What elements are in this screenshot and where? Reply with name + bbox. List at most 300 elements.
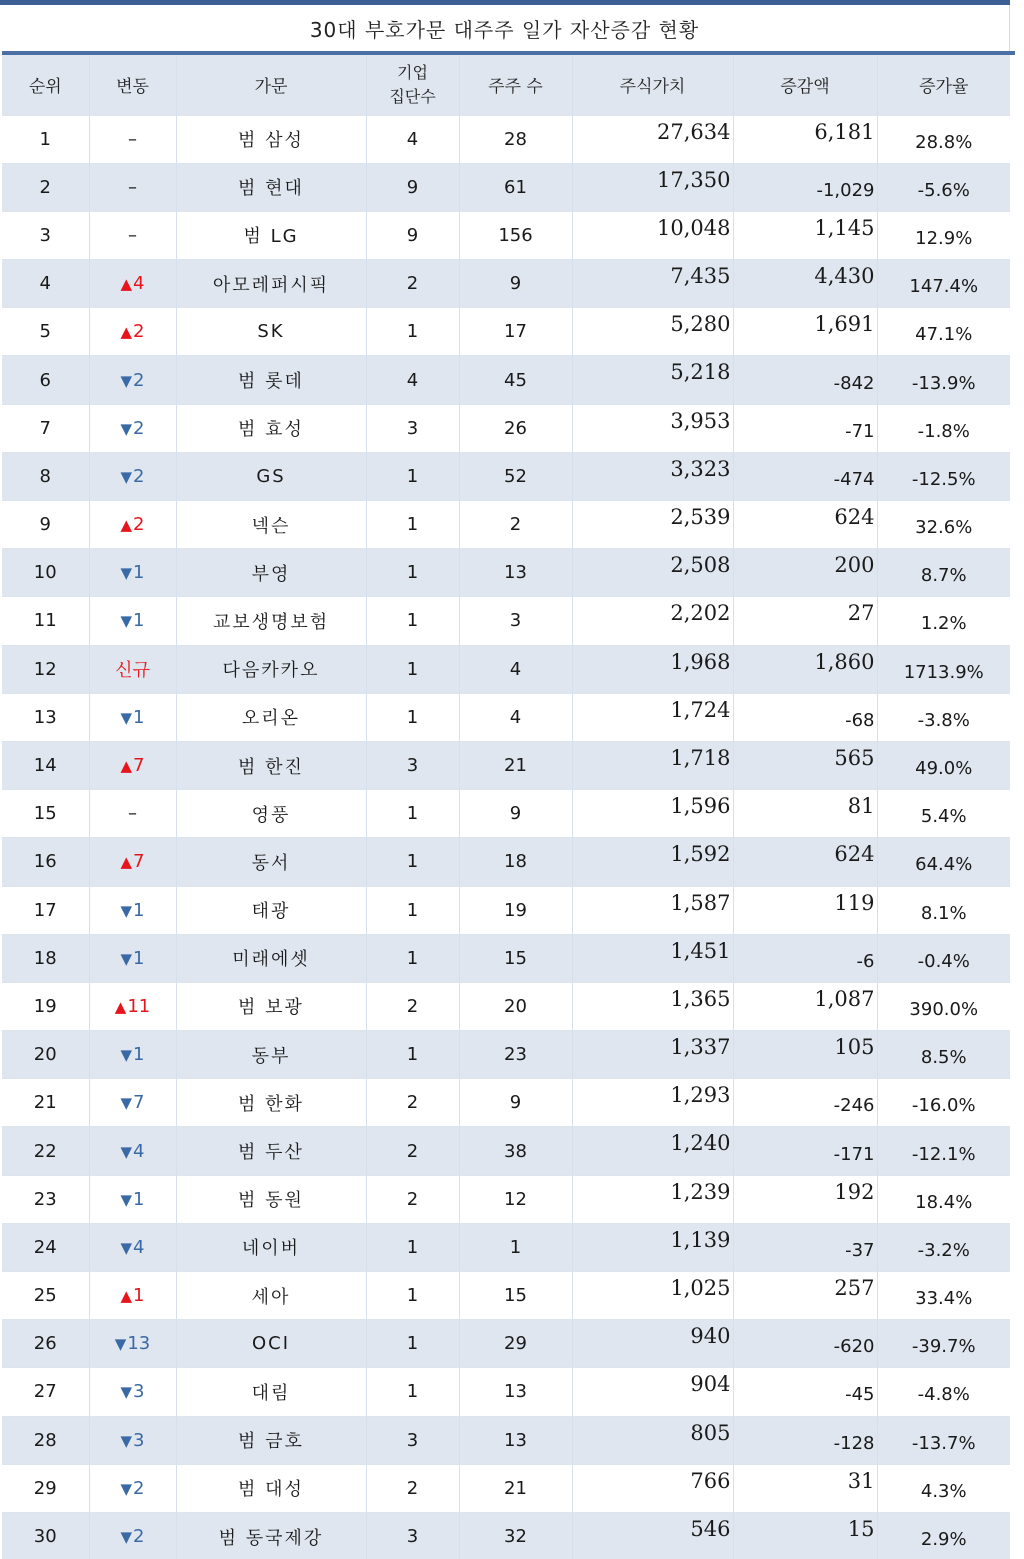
cell-groups: 3 [366, 1512, 459, 1559]
cell-groups: 2 [366, 1175, 459, 1223]
cell-rank: 6 [2, 356, 89, 404]
cell-holders: 45 [459, 356, 572, 404]
cell-rate: -3.2% [877, 1223, 1010, 1271]
table-row [2, 1127, 1010, 1175]
table-row [2, 982, 1010, 1030]
triangle-up-icon: ▲ [120, 853, 133, 872]
cell-rank: 14 [2, 741, 89, 789]
cell-delta: 624 [733, 838, 877, 886]
triangle-down-icon: ▼ [120, 1528, 133, 1547]
cell-family: 범 롯데 [176, 356, 366, 404]
cell-delta: 1,860 [733, 645, 877, 693]
cell-change [89, 404, 176, 452]
cell-groups: 1 [366, 886, 459, 934]
header-holders: 주주 수 [459, 55, 572, 115]
cell-holders: 38 [459, 1127, 572, 1175]
cell-family: 범 보광 [176, 982, 366, 1030]
table-row [2, 1223, 1010, 1271]
triangle-up-icon: ▲ [120, 323, 133, 342]
cell-stock-value: 1,337 [572, 1031, 733, 1079]
rank-change [121, 370, 145, 391]
no-change-dash: – [128, 176, 137, 198]
cell-holders: 29 [459, 1320, 572, 1368]
cell-rate: -0.4% [877, 934, 1010, 982]
cell-groups: 1 [366, 1320, 459, 1368]
cell-rank: 27 [2, 1368, 89, 1416]
cell-rate: -12.1% [877, 1127, 1010, 1175]
triangle-down-icon: ▼ [120, 901, 133, 920]
new-entry-badge: 신규 [115, 660, 150, 682]
cell-delta: -68 [733, 693, 877, 741]
cell-holders: 23 [459, 1031, 572, 1079]
cell-rate: -5.6% [877, 163, 1010, 211]
cell-rate: -12.5% [877, 452, 1010, 500]
rank-change-value: 1 [133, 610, 145, 632]
cell-rank: 25 [2, 1272, 89, 1320]
cell-change [89, 1368, 176, 1416]
rank-change [121, 321, 145, 342]
cell-groups: 2 [366, 982, 459, 1030]
cell-groups: 1 [366, 1031, 459, 1079]
cell-holders: 4 [459, 645, 572, 693]
cell-rank: 26 [2, 1320, 89, 1368]
cell-groups: 9 [366, 163, 459, 211]
cell-rank: 9 [2, 501, 89, 549]
cell-family: 네이버 [176, 1223, 366, 1271]
cell-family: 세아 [176, 1272, 366, 1320]
header-stock-value: 주식가치 [572, 55, 733, 115]
cell-delta: 15 [733, 1512, 877, 1559]
rank-change-value: 7 [133, 851, 145, 873]
cell-stock-value: 1,240 [572, 1127, 733, 1175]
cell-stock-value: 904 [572, 1368, 733, 1416]
rank-change-value: 2 [133, 321, 145, 343]
rank-change-value: 2 [133, 417, 145, 439]
triangle-down-icon: ▼ [120, 1479, 133, 1498]
rank-change [121, 1092, 145, 1113]
table-row [2, 645, 1010, 693]
cell-rank: 15 [2, 790, 89, 838]
cell-change [89, 1127, 176, 1175]
cell-stock-value: 940 [572, 1320, 733, 1368]
rank-change [121, 851, 145, 872]
rank-change [115, 1333, 150, 1354]
cell-rank: 10 [2, 549, 89, 597]
cell-delta: -474 [733, 452, 877, 500]
cell-family: GS [176, 452, 366, 500]
cell-change [89, 1464, 176, 1512]
cell-delta: -842 [733, 356, 877, 404]
cell-holders: 1 [459, 1223, 572, 1271]
cell-family: 범 두산 [176, 1127, 366, 1175]
rank-change [121, 1430, 145, 1451]
cell-change [89, 1512, 176, 1559]
cell-rate: 49.0% [877, 741, 1010, 789]
cell-family: 부영 [176, 549, 366, 597]
cell-delta: 1,145 [733, 211, 877, 259]
cell-stock-value: 7,435 [572, 260, 733, 308]
triangle-down-icon: ▼ [120, 1238, 133, 1257]
table-row [2, 452, 1010, 500]
no-change-dash: – [128, 128, 137, 150]
cell-rank: 22 [2, 1127, 89, 1175]
cell-holders: 15 [459, 934, 572, 982]
cell-holders: 32 [459, 1512, 572, 1559]
cell-rate: 18.4% [877, 1175, 1010, 1223]
cell-groups: 1 [366, 308, 459, 356]
rank-change [121, 1044, 145, 1065]
cell-change [89, 886, 176, 934]
header-groups [366, 55, 459, 115]
cell-family: OCI [176, 1320, 366, 1368]
rank-change [121, 1526, 145, 1547]
cell-change [89, 549, 176, 597]
cell-groups: 1 [366, 1223, 459, 1271]
table-row [2, 1320, 1010, 1368]
cell-delta: -45 [733, 1368, 877, 1416]
rank-change-value: 13 [127, 1333, 151, 1355]
cell-family: 동부 [176, 1031, 366, 1079]
cell-change [89, 452, 176, 500]
table-row [2, 1079, 1010, 1127]
cell-family: 미래에셋 [176, 934, 366, 982]
cell-stock-value: 546 [572, 1512, 733, 1559]
cell-rate: 147.4% [877, 260, 1010, 308]
cell-rank: 1 [2, 115, 89, 163]
cell-change [89, 693, 176, 741]
no-change-dash: – [128, 803, 137, 825]
table-row [2, 1416, 1010, 1464]
rank-change [121, 707, 145, 728]
rank-change-value: 1 [133, 947, 145, 969]
cell-stock-value: 1,365 [572, 982, 733, 1030]
rank-change [121, 1381, 145, 1402]
rank-change-value: 1 [133, 1188, 145, 1210]
no-change-dash: – [128, 224, 137, 246]
cell-stock-value: 1,968 [572, 645, 733, 693]
rank-change [121, 514, 145, 535]
table-row [2, 308, 1010, 356]
cell-stock-value: 5,218 [572, 356, 733, 404]
cell-rate: -3.8% [877, 693, 1010, 741]
rank-change [121, 755, 145, 776]
cell-delta: 6,181 [733, 115, 877, 163]
cell-stock-value: 1,592 [572, 838, 733, 886]
table-row [2, 1175, 1010, 1223]
cell-delta: -620 [733, 1320, 877, 1368]
cell-delta: 1,691 [733, 308, 877, 356]
cell-delta: 192 [733, 1175, 877, 1223]
cell-rate: 33.4% [877, 1272, 1010, 1320]
header-row [2, 55, 1010, 115]
cell-rank: 3 [2, 211, 89, 259]
cell-rate: 28.8% [877, 115, 1010, 163]
table-row [2, 1368, 1010, 1416]
cell-stock-value: 1,451 [572, 934, 733, 982]
cell-family: 대림 [176, 1368, 366, 1416]
cell-holders: 13 [459, 1368, 572, 1416]
cell-stock-value: 1,718 [572, 741, 733, 789]
rank-change [121, 948, 145, 969]
cell-family: 범 대성 [176, 1464, 366, 1512]
cell-rate: 5.4% [877, 790, 1010, 838]
cell-rank: 13 [2, 693, 89, 741]
table-row [2, 934, 1010, 982]
cell-groups: 3 [366, 1416, 459, 1464]
rank-change [121, 1141, 145, 1162]
cell-stock-value: 1,139 [572, 1223, 733, 1271]
rank-change-value: 7 [133, 755, 145, 777]
rank-change [121, 466, 145, 487]
cell-holders: 9 [459, 790, 572, 838]
cell-delta: -246 [733, 1079, 877, 1127]
table-row [2, 1031, 1010, 1079]
cell-holders: 9 [459, 1079, 572, 1127]
rank-change-value: 3 [133, 1381, 145, 1403]
cell-groups: 3 [366, 404, 459, 452]
cell-stock-value: 1,293 [572, 1079, 733, 1127]
table-row [2, 1272, 1010, 1320]
triangle-down-icon: ▼ [120, 1431, 133, 1450]
cell-holders: 19 [459, 886, 572, 934]
triangle-down-icon: ▼ [120, 949, 133, 968]
table-row [2, 501, 1010, 549]
cell-change [89, 356, 176, 404]
cell-rate: -1.8% [877, 404, 1010, 452]
cell-rate: 8.7% [877, 549, 1010, 597]
cell-delta: 624 [733, 501, 877, 549]
cell-change [89, 838, 176, 886]
cell-rate: -13.9% [877, 356, 1010, 404]
cell-groups: 1 [366, 597, 459, 645]
cell-stock-value: 1,239 [572, 1175, 733, 1223]
cell-stock-value: 1,587 [572, 886, 733, 934]
cell-change [89, 790, 176, 838]
table-row [2, 790, 1010, 838]
cell-change [89, 1272, 176, 1320]
cell-stock-value: 27,634 [572, 115, 733, 163]
table-row [2, 1464, 1010, 1512]
cell-holders: 156 [459, 211, 572, 259]
table-row [2, 597, 1010, 645]
table-body [2, 115, 1010, 1559]
rank-change-value: 1 [133, 1044, 145, 1066]
cell-family: 오리온 [176, 693, 366, 741]
table-row [2, 693, 1010, 741]
triangle-down-icon: ▼ [120, 612, 133, 631]
cell-groups: 2 [366, 1079, 459, 1127]
cell-family: 범 금호 [176, 1416, 366, 1464]
table-row [2, 115, 1010, 163]
triangle-down-icon: ▼ [120, 467, 133, 486]
rank-change [121, 1237, 145, 1258]
table-row [2, 163, 1010, 211]
header-rank: 순위 [2, 55, 89, 115]
cell-rank: 8 [2, 452, 89, 500]
cell-family: 아모레퍼시픽 [176, 260, 366, 308]
cell-rate: 1.2% [877, 597, 1010, 645]
cell-stock-value: 1,025 [572, 1272, 733, 1320]
rank-change [115, 996, 150, 1017]
cell-change [89, 645, 176, 693]
cell-rank: 16 [2, 838, 89, 886]
table-row [2, 886, 1010, 934]
cell-rank: 20 [2, 1031, 89, 1079]
cell-delta: 27 [733, 597, 877, 645]
triangle-down-icon: ▼ [120, 1142, 133, 1161]
cell-rate: 4.3% [877, 1464, 1010, 1512]
cell-change [89, 211, 176, 259]
cell-rank: 21 [2, 1079, 89, 1127]
cell-holders: 17 [459, 308, 572, 356]
triangle-down-icon: ▼ [120, 371, 133, 390]
cell-rank: 2 [2, 163, 89, 211]
rank-change-value: 2 [133, 369, 145, 391]
rank-change-value: 2 [133, 1526, 145, 1548]
cell-stock-value: 1,596 [572, 790, 733, 838]
cell-rate: 47.1% [877, 308, 1010, 356]
rank-change-value: 4 [133, 273, 145, 295]
triangle-up-icon: ▲ [120, 1287, 133, 1306]
header-groups-line1: 기업 [397, 62, 428, 82]
cell-holders: 21 [459, 1464, 572, 1512]
table-row [2, 404, 1010, 452]
cell-family: 넥슨 [176, 501, 366, 549]
cell-groups: 1 [366, 838, 459, 886]
cell-groups: 4 [366, 115, 459, 163]
cell-rate: 32.6% [877, 501, 1010, 549]
rank-change-value: 4 [133, 1236, 145, 1258]
cell-rate: 8.1% [877, 886, 1010, 934]
cell-family: 범 현대 [176, 163, 366, 211]
rank-change-value: 7 [133, 1092, 145, 1114]
rank-change [121, 900, 145, 921]
cell-rank: 29 [2, 1464, 89, 1512]
rank-change-value: 4 [133, 1140, 145, 1162]
table-row [2, 1512, 1010, 1559]
cell-family: 범 동원 [176, 1175, 366, 1223]
rank-change [121, 273, 145, 294]
cell-holders: 2 [459, 501, 572, 549]
cell-delta: 105 [733, 1031, 877, 1079]
cell-rate: -4.8% [877, 1368, 1010, 1416]
cell-rank: 12 [2, 645, 89, 693]
triangle-down-icon: ▼ [120, 419, 133, 438]
cell-rank: 28 [2, 1416, 89, 1464]
cell-family: 범 한진 [176, 741, 366, 789]
header-groups-line2: 집단수 [389, 86, 436, 106]
cell-family: 범 삼성 [176, 115, 366, 163]
header-rate: 증가율 [877, 55, 1010, 115]
cell-rank: 23 [2, 1175, 89, 1223]
cell-holders: 13 [459, 1416, 572, 1464]
cell-stock-value: 2,508 [572, 549, 733, 597]
cell-holders: 28 [459, 115, 572, 163]
cell-delta: -171 [733, 1127, 877, 1175]
cell-groups: 9 [366, 211, 459, 259]
rank-change-value: 2 [133, 465, 145, 487]
cell-family: 교보생명보험 [176, 597, 366, 645]
cell-change [89, 1416, 176, 1464]
cell-delta: 81 [733, 790, 877, 838]
cell-change [89, 597, 176, 645]
rank-change-value: 11 [127, 995, 151, 1017]
header-family: 가문 [176, 55, 366, 115]
cell-delta: 257 [733, 1272, 877, 1320]
cell-change [89, 1175, 176, 1223]
cell-rate: 64.4% [877, 838, 1010, 886]
cell-delta: 4,430 [733, 260, 877, 308]
cell-groups: 2 [366, 260, 459, 308]
cell-stock-value: 3,953 [572, 404, 733, 452]
cell-family: 범 한화 [176, 1079, 366, 1127]
cell-groups: 1 [366, 645, 459, 693]
cell-change [89, 934, 176, 982]
cell-delta: -1,029 [733, 163, 877, 211]
header-change: 변동 [89, 55, 176, 115]
cell-holders: 61 [459, 163, 572, 211]
cell-rate: 8.5% [877, 1031, 1010, 1079]
cell-change [89, 982, 176, 1030]
cell-family: 영풍 [176, 790, 366, 838]
cell-delta: 565 [733, 741, 877, 789]
table-title: 30대 부호가문 대주주 일가 자산증감 현황 [0, 5, 1010, 52]
cell-change [89, 115, 176, 163]
cell-rate: -16.0% [877, 1079, 1010, 1127]
cell-holders: 12 [459, 1175, 572, 1223]
cell-rank: 11 [2, 597, 89, 645]
table-row [2, 838, 1010, 886]
rank-change [121, 418, 145, 439]
cell-holders: 26 [459, 404, 572, 452]
cell-stock-value: 805 [572, 1416, 733, 1464]
cell-rate: 12.9% [877, 211, 1010, 259]
cell-change [89, 501, 176, 549]
triangle-up-icon: ▲ [120, 516, 133, 535]
cell-rate: 2.9% [877, 1512, 1010, 1559]
cell-family: 태광 [176, 886, 366, 934]
cell-stock-value: 766 [572, 1464, 733, 1512]
cell-holders: 15 [459, 1272, 572, 1320]
cell-change [89, 308, 176, 356]
cell-holders: 4 [459, 693, 572, 741]
cell-delta: 31 [733, 1464, 877, 1512]
cell-groups: 4 [366, 356, 459, 404]
rank-change [121, 1478, 145, 1499]
cell-groups: 1 [366, 452, 459, 500]
cell-family: 범 LG [176, 211, 366, 259]
cell-rate: -13.7% [877, 1416, 1010, 1464]
cell-holders: 20 [459, 982, 572, 1030]
cell-holders: 18 [459, 838, 572, 886]
cell-groups: 1 [366, 934, 459, 982]
cell-rank: 24 [2, 1223, 89, 1271]
cell-groups: 1 [366, 790, 459, 838]
cell-rate: 1713.9% [877, 645, 1010, 693]
cell-groups: 1 [366, 549, 459, 597]
cell-family: 범 효성 [176, 404, 366, 452]
rank-change-value: 1 [133, 1285, 145, 1307]
cell-change [89, 1320, 176, 1368]
rank-change-value: 3 [133, 1429, 145, 1451]
cell-holders: 21 [459, 741, 572, 789]
cell-delta: 1,087 [733, 982, 877, 1030]
cell-stock-value: 5,280 [572, 308, 733, 356]
cell-groups: 2 [366, 1127, 459, 1175]
cell-rank: 17 [2, 886, 89, 934]
table-row [2, 549, 1010, 597]
rank-change-value: 2 [133, 514, 145, 536]
